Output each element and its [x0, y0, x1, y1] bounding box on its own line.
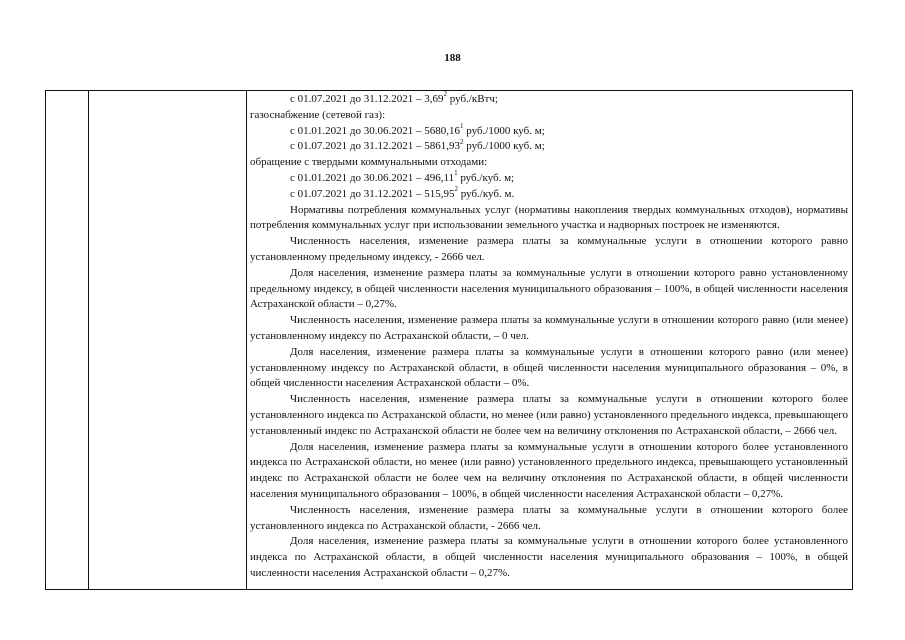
paragraph: Численность населения, изменение размера платы за коммунальные услуги в отношении которого более установленного индекса по Астраханской области, но менее (или равно) установленного предельного индекса, превышающего установленный индекс по Астраханской области не более чем на величину отклонения по Астраханской области, – 2666 чел. [250, 393, 848, 437]
text-cell [250, 92, 848, 582]
footnote-mark: 1 [459, 121, 464, 130]
footnote-mark: 2 [459, 137, 464, 146]
paragraph: Доля населения, изменение размера платы за коммунальные услуги в отношении которого равно (или менее) установленному индексу по Астраханской области, в общей численности населения муниципального образования – 0%, в общей численности населения Астраханской области – 0%. [250, 345, 848, 390]
tariff-unit: руб./1000 куб. м; [463, 124, 545, 137]
tariff-line [250, 139, 848, 155]
tariff-text: с 01.07.2021 до 31.12.2021 – 3,69 [290, 93, 444, 105]
paragraph: Численность населения, изменение размера платы за коммунальные услуги в отношении которого равно установленному предельному индексу, - 2666 чел. [250, 235, 848, 263]
tariff-unit: руб./1000 куб. м; [463, 140, 545, 153]
paragraph: Численность населения, изменение размера платы за коммунальные услуги в отношении которого равно (или менее) установленному индексу по Астраханской области, – 0 чел. [250, 314, 848, 342]
column-divider [246, 91, 247, 589]
tariff-unit: руб./куб. м. [457, 187, 515, 200]
page-number: 188 [444, 52, 461, 64]
paragraph: Доля населения, изменение размера платы за коммунальные услуги в отношении которого равно установленному предельному индексу, в общей численности населения муниципального образования – 100%, в общей численности населения Астраханской области – 0,27%. [250, 266, 848, 311]
section-heading: газоснабжение (сетевой газ): [250, 108, 386, 121]
section-heading: обращение с твердыми коммунальными отходами: [250, 156, 488, 169]
column-divider [88, 91, 89, 589]
footnote-mark: 2 [443, 90, 447, 99]
paragraph: Доля населения, изменение размера платы за коммунальные услуги в отношении которого более установленного индекса по Астраханской области, но менее (или равно) установленного предельного индекса, превышающего установленный индекс по Астраханской области не более чем на величину отклонения по Астраханской области, в общей численности населения муниципального образования – 100%, в общей численности населения Астраханской области – 0,27%. [250, 440, 848, 500]
tariff-line [250, 121, 848, 140]
tariff-line [250, 187, 848, 203]
tariff-text: с 01.01.2021 до 30.06.2021 – 496,11 [290, 171, 455, 184]
tariff-line [250, 92, 848, 108]
paragraph: Нормативы потребления коммунальных услуг (нормативы накопления твердых коммунальных отходов), нормативы потребления коммунальных услуг при использовании земельного участка и надворных построек не изменяются. [250, 203, 848, 232]
tariff-text: с 01.07.2021 до 31.12.2021 – 5861,93 [290, 140, 460, 153]
tariff-line [250, 171, 848, 187]
tariff-unit: руб./кВтч; [446, 93, 498, 105]
footnote-mark: 1 [454, 169, 458, 178]
document-table [45, 90, 853, 590]
footnote-mark: 2 [454, 185, 458, 194]
tariff-text: с 01.01.2021 до 30.06.2021 – 5680,16 [290, 124, 460, 137]
paragraph: Доля населения, изменение размера платы за коммунальные услуги в отношении которого более установленного индекса по Астраханской области, в общей численности населения муниципального образования – 100%, в общей численности населения Астраханской области – 0,27%. [250, 535, 848, 579]
tariff-unit: руб./куб. м; [457, 171, 515, 184]
paragraph: Численность населения, изменение размера платы за коммунальные услуги в отношении которого более установленного индекса по Астраханской области, - 2666 чел. [250, 503, 848, 532]
tariff-text: с 01.07.2021 до 31.12.2021 – 515,95 [290, 187, 455, 200]
